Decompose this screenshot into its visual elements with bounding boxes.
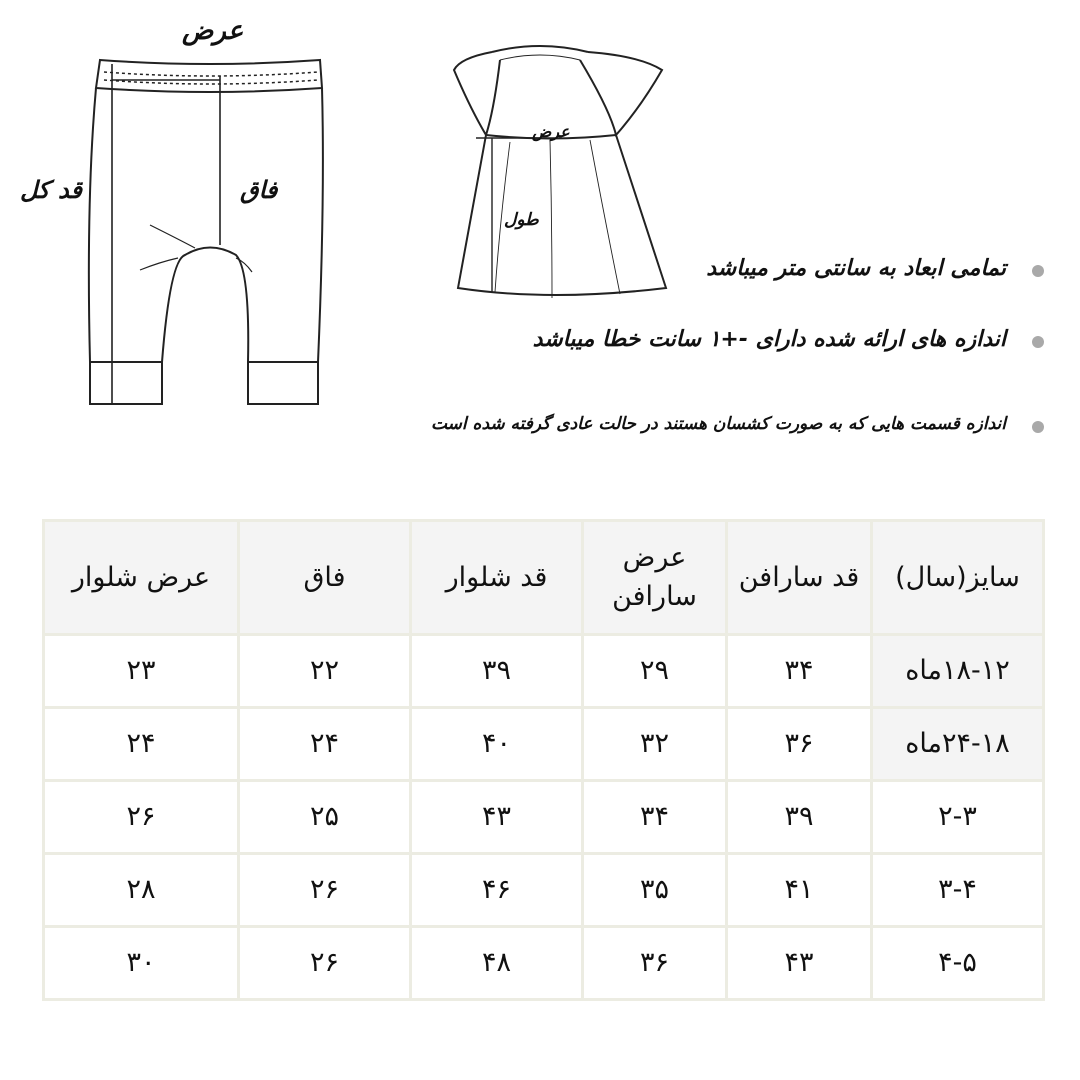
pants-illustration — [0, 0, 420, 420]
note-tolerance: اندازه های ارائه شده دارای -+۱ سانت خطا میباشد — [532, 327, 1006, 352]
note-units: تمامی ابعاد به سانتی متر میباشد — [706, 256, 1006, 281]
cell-value: ۲۹ — [583, 634, 727, 707]
cell-value: ۳۶ — [727, 707, 872, 780]
cell-size: ۲-۳ — [872, 780, 1044, 853]
header-pants-width: عرض شلوار — [44, 521, 239, 635]
cell-value: ۴۶ — [411, 853, 583, 926]
cell-value: ۳۹ — [411, 634, 583, 707]
cell-value: ۳۵ — [583, 853, 727, 926]
cell-value: ۴۳ — [411, 780, 583, 853]
cell-value: ۲۶ — [239, 853, 411, 926]
top-width-label: عرض — [532, 122, 570, 141]
cell-value: ۳۴ — [727, 634, 872, 707]
cell-value: ۲۳ — [44, 634, 239, 707]
top-length-label: طول — [504, 210, 539, 230]
table-row — [44, 926, 1044, 999]
table-header-row — [44, 521, 1044, 635]
cell-value: ۲۴ — [44, 707, 239, 780]
header-sarafan-width — [583, 521, 727, 635]
table-row — [44, 853, 1044, 926]
header-sarafan-length: قد سارافن — [727, 521, 872, 635]
cell-value: ۴۰ — [411, 707, 583, 780]
bullet-icon — [1032, 336, 1044, 348]
cell-value: ۳۹ — [727, 780, 872, 853]
cell-value: ۲۶ — [44, 780, 239, 853]
cell-value: ۳۶ — [583, 926, 727, 999]
cell-value: ۴۸ — [411, 926, 583, 999]
table-row — [44, 707, 1044, 780]
cell-value: ۲۵ — [239, 780, 411, 853]
cell-size: ۳-۴ — [872, 853, 1044, 926]
note-elastic: اندازه قسمت هایی که به صورت کشسان هستند در حالت عادی گرفته شده است — [430, 414, 1006, 434]
top-illustration — [440, 30, 680, 310]
cell-value: ۳۲ — [583, 707, 727, 780]
cell-size: ۲۴-۱۸ماه — [872, 707, 1044, 780]
bullet-icon — [1032, 421, 1044, 433]
cell-value: ۲۲ — [239, 634, 411, 707]
pants-length-label: قد کل — [20, 176, 83, 204]
cell-value: ۳۴ — [583, 780, 727, 853]
cell-value: ۴۱ — [727, 853, 872, 926]
cell-size: ۱۸-۱۲ماه — [872, 634, 1044, 707]
cell-value: ۲۸ — [44, 853, 239, 926]
pants-rise-label: فاق — [240, 176, 278, 204]
header-rise: فاق — [239, 521, 411, 635]
header-sarafan-width-text: عرض سارافن — [612, 542, 697, 613]
table-row — [44, 780, 1044, 853]
cell-value: ۳۰ — [44, 926, 239, 999]
cell-value: ۲۴ — [239, 707, 411, 780]
size-table — [42, 519, 1045, 1001]
cell-value: ۲۶ — [239, 926, 411, 999]
bullet-icon — [1032, 265, 1044, 277]
pants-width-label: عرض — [182, 16, 244, 46]
header-pants-length: قد شلوار — [411, 521, 583, 635]
header-size: سایز(سال) — [872, 521, 1044, 635]
table-row — [44, 634, 1044, 707]
cell-value: ۴۳ — [727, 926, 872, 999]
cell-size: ۴-۵ — [872, 926, 1044, 999]
